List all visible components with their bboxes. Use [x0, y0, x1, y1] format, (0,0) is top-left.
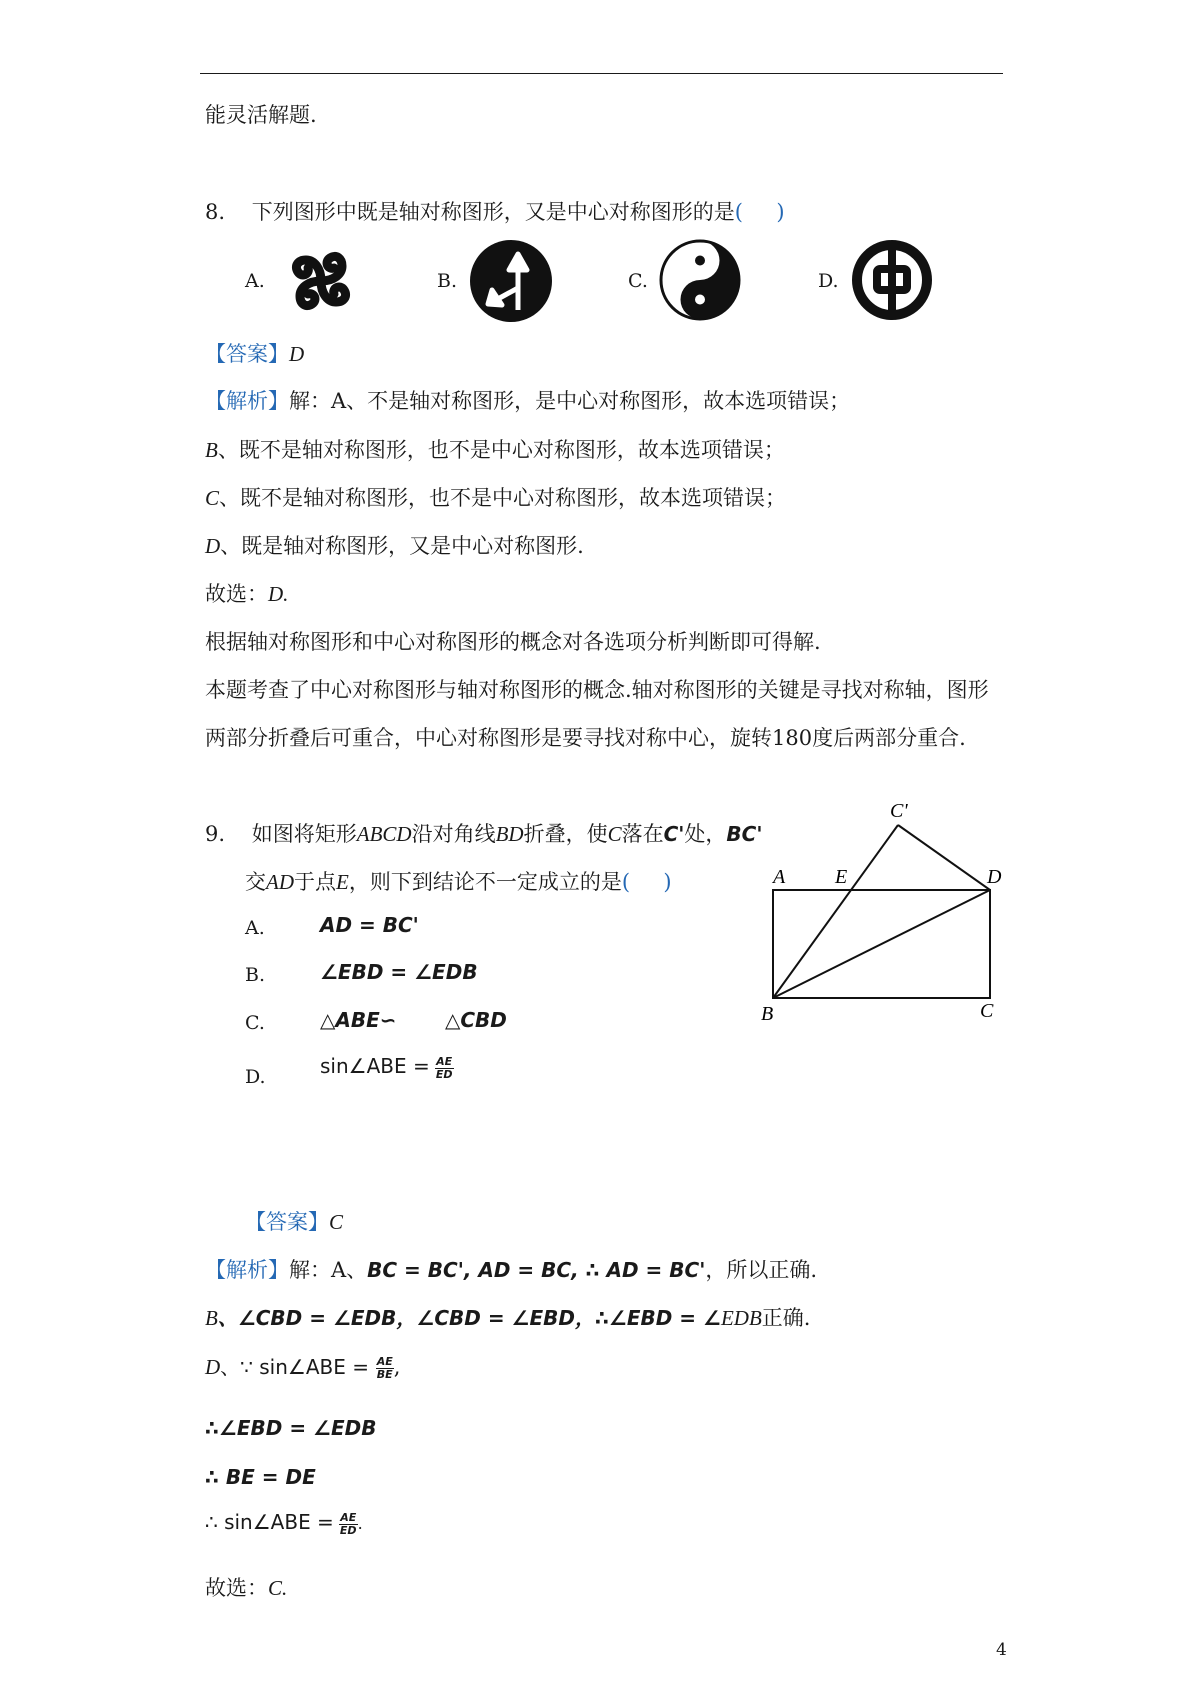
q8-answer-tag: 【答案】 — [205, 342, 289, 366]
q9-analysis-3-pre: 、∵ sin∠ABE = — [220, 1355, 369, 1379]
q8-paren-open: ( — [734, 200, 743, 224]
continuation-line: 能灵活解题. — [205, 103, 317, 127]
q8-analysis-text-4: 、既是轴对称图形，又是中心对称图形. — [220, 534, 584, 558]
q9-answer — [245, 1208, 343, 1236]
q9-paren-close: ) — [663, 870, 672, 894]
q9-analysis-line-4: ∴∠EBD = ∠EDB — [205, 1416, 377, 1440]
q8-analysis-text-3: 、既不是轴对称图形，也不是中心对称图形，故本选项错误； — [219, 486, 787, 510]
q9-analysis-line-3 — [205, 1353, 400, 1381]
q8-analysis-line-1 — [205, 387, 850, 415]
q9-analysis-2-letter: B — [205, 1306, 218, 1330]
q9-option-d-prefix: sin∠ABE = — [320, 1054, 430, 1078]
page-number: 4 — [996, 1640, 1007, 1660]
q9-stem-line-2 — [245, 868, 672, 896]
q9-analysis-6-pre: ∴ sin∠ABE = — [205, 1510, 334, 1534]
q9-analysis-3-fraction — [376, 1356, 394, 1381]
q9-stem-2a: 交 — [245, 870, 266, 894]
q8-stem-text: 下列图形中既是轴对称图形，又是中心对称图形的是 — [251, 200, 735, 224]
q9-choice-value: C. — [268, 1576, 288, 1600]
q8-choice-prefix: 故选： — [205, 582, 268, 606]
q8-analysis-letter-c: C — [205, 486, 220, 510]
q9-option-c-expr-left: △ABE∽ — [320, 1008, 397, 1032]
q9-analysis-6-post: . — [357, 1514, 363, 1533]
q9-analysis-3-den: BE — [376, 1368, 393, 1381]
quatrefoil-knot-icon — [278, 238, 364, 328]
q8-analysis-line-4 — [205, 532, 584, 560]
q9-stem-1g: 落在 — [621, 822, 664, 846]
q9-option-d-expr — [320, 1054, 454, 1081]
q8-option-c-label: C. — [628, 270, 648, 292]
q9-analysis-6-fraction — [339, 1512, 358, 1537]
q9-choice — [205, 1574, 287, 1602]
q9-option-d-label: D. — [245, 1066, 266, 1088]
label-e: E — [835, 866, 848, 888]
q8-analysis-line-3 — [205, 484, 786, 512]
q9-analysis-1-pre: 解：A、 — [289, 1258, 368, 1282]
q8-answer-value: D — [289, 342, 305, 366]
folded-rectangle-figure — [755, 795, 1005, 1024]
q8-analysis-letter-d: D — [205, 534, 221, 558]
q9-option-b-expr: ∠EBD = ∠EDB — [320, 960, 478, 984]
q9-option-a-label: A. — [245, 917, 265, 939]
q9-stem-2c: 于点 — [294, 870, 336, 894]
q9-analysis-line-2 — [205, 1304, 810, 1332]
label-d: D — [987, 866, 1002, 888]
q9-stem-line-1 — [205, 820, 762, 848]
q9-stem-1b: ABCD — [356, 822, 412, 846]
q9-choice-prefix: 故选： — [205, 1576, 268, 1600]
q8-option-b-label: B. — [437, 270, 458, 292]
q9-analysis-1-post: ，所以正确. — [705, 1258, 818, 1282]
q8-answer — [205, 340, 304, 368]
q8-summary-3: 两部分折叠后可重合，中心对称图形是要寻找对称中心，旋转180度后两部分重合. — [205, 726, 966, 750]
q9-option-d-num: AE — [436, 1055, 453, 1068]
q9-analysis-3-num: AE — [376, 1355, 393, 1368]
q8-analysis-text-1: 解：A、不是轴对称图形，是中心对称图形，故本选项错误； — [289, 389, 851, 413]
q8-number: 8. — [205, 200, 226, 224]
q8-choice — [205, 580, 288, 608]
q8-option-a-label: A. — [245, 270, 265, 292]
q9-answer-value: C — [329, 1210, 344, 1234]
q9-option-d-den: ED — [435, 1068, 453, 1081]
q9-analysis-line-1 — [205, 1256, 817, 1284]
q8-analysis-tag: 【解析】 — [205, 389, 289, 413]
q8-choice-value: D. — [268, 582, 289, 606]
q9-option-c-expr-right: △CBD — [445, 1008, 507, 1032]
q8-option-d-label: D. — [818, 270, 839, 292]
q9-analysis-3-post: , — [393, 1355, 401, 1379]
q9-analysis-line-5: ∴ BE = DE — [205, 1465, 316, 1489]
q9-stem-2b: AD — [266, 870, 294, 894]
q9-stem-1h: C' — [663, 822, 685, 846]
q9-stem-1f: C — [607, 822, 622, 846]
q9-option-c-label: C. — [245, 1012, 265, 1034]
q9-analysis-6-den: ED — [339, 1524, 357, 1537]
yin-yang-icon — [658, 238, 742, 326]
q9-stem-2d: E — [336, 870, 349, 894]
label-a: A — [773, 866, 786, 888]
q9-stem-2e: ，则下到结论不一定成立的是 — [348, 870, 622, 894]
q8-summary-2: 本题考查了中心对称图形与轴对称图形的概念.轴对称图形的关键是寻找对称轴，图形 — [205, 678, 989, 702]
label-c-prime: C' — [890, 800, 908, 822]
q9-analysis-2-post: 正确. — [761, 1306, 811, 1330]
q9-analysis-1-math: BC = BC', AD = BC, ∴ AD = BC' — [367, 1258, 706, 1282]
label-b: B — [761, 1003, 774, 1020]
q9-option-b-label: B. — [245, 964, 266, 986]
q9-analysis-6-num: AE — [340, 1511, 357, 1524]
q9-option-a-expr: AD = BC' — [320, 913, 419, 937]
label-c: C — [980, 1000, 994, 1020]
q8-summary-1: 根据轴对称图形和中心对称图形的概念对各选项分析判断即可得解. — [205, 630, 821, 654]
q9-analysis-tag: 【解析】 — [205, 1258, 289, 1282]
q8-analysis-letter-b: B — [205, 438, 218, 462]
q9-answer-tag: 【答案】 — [245, 1210, 329, 1234]
q9-analysis-3-letter: D — [205, 1355, 221, 1379]
q8-analysis-text-2: 、既不是轴对称图形，也不是中心对称图形，故本选项错误； — [217, 438, 785, 462]
q9-analysis-line-6 — [205, 1510, 363, 1537]
q8-stem — [205, 198, 785, 226]
q9-stem-1e: 折叠，使 — [523, 822, 608, 846]
q9-stem-1i: 处， — [684, 822, 727, 846]
bank-of-china-logo-icon — [850, 238, 934, 326]
q9-paren-open: ( — [621, 870, 631, 894]
q9-analysis-2-tail: EDB — [720, 1306, 762, 1330]
q9-stem-1j: BC' — [726, 822, 763, 846]
header-rule — [200, 73, 1003, 74]
q9-analysis-2-math: 、∠CBD = ∠EDB，∠CBD = ∠EBD，∴∠EBD = ∠ — [217, 1306, 721, 1330]
q9-stem-1c: 沿对角线 — [411, 822, 496, 846]
q9-stem-1d: BD — [495, 822, 524, 846]
q8-analysis-line-2 — [205, 436, 785, 464]
q9-stem-1a: 如图将矩形 — [251, 822, 357, 846]
q9-number: 9. — [205, 822, 226, 846]
q8-paren-close: ) — [776, 200, 785, 224]
traffic-sign-arrows-icon — [468, 238, 554, 328]
q9-option-d-fraction — [435, 1056, 454, 1081]
